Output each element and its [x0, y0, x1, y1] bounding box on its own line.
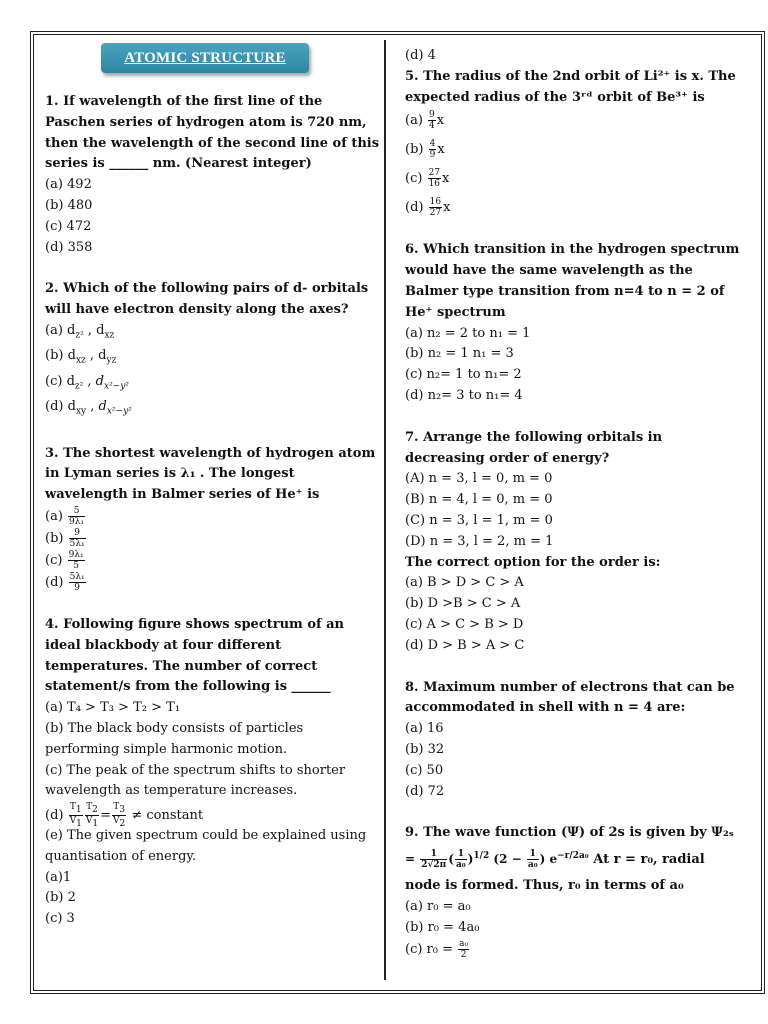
- q5-option-a: (a) $\frac{9}{4}$ x: [405, 110, 445, 132]
- q9-line: node is formed. Thus, r₀ in terms of a₀: [405, 878, 684, 894]
- q6-option-b: (b) n₂ = 1 n₁ = 3: [405, 346, 514, 362]
- q8-line: 8. Maximum number of electrons that can be: [405, 679, 735, 695]
- q5-option-b: (b) $\frac{4}{9}$ x: [405, 139, 445, 161]
- q4-line: ideal blackbody at four different: [45, 637, 282, 653]
- q4-statement-e-cont: quantisation of energy.: [45, 848, 197, 864]
- q1-line: 1. If wavelength of the first line of the: [45, 94, 323, 109]
- q9-option-b: (b) r₀ = 4a₀: [405, 919, 480, 935]
- question-6: [405, 240, 755, 323]
- q4-answer-d: (d) 4: [405, 48, 436, 63]
- q2-option-a: (a) $d_{z^2}$ , $d_{xz}$: [45, 322, 115, 341]
- q8-option-d: (d) 72: [405, 783, 445, 799]
- q9-formula-line: = $\frac{1}{2√2\pi}$ ( $\frac{1}{\text{a₀}}$ )$^{1/2}$ (2 − $\frac{1}{\text{a₀}}$ ) $e^{-r/2a_0}$ At r = r₀, radial: [405, 849, 705, 871]
- q8-option-b: (b) 32: [405, 741, 445, 757]
- q1-option-b: (b) 480: [45, 197, 93, 213]
- q1-option-a: (a) 492: [45, 177, 92, 193]
- q5-option-d: (d) $\frac{16}{27}$ x: [405, 197, 451, 219]
- q2-line: will have electron density along the axes?: [45, 302, 349, 318]
- q4-line: 4. Following figure shows spectrum of an: [45, 616, 344, 632]
- right-column: [405, 46, 755, 960]
- q9-option-a: (a) r₀ = a₀: [405, 898, 471, 914]
- q6-option-d: (d) n₂= 3 to n₁= 4: [405, 387, 523, 403]
- q4-statement-c-cont: wavelength as temperature increases.: [45, 783, 298, 799]
- q8-option-c: (c) 50: [405, 762, 444, 778]
- q4-line: temperatures. The number of correct: [45, 658, 318, 674]
- q4-statement-a: (a) T₄ > T₃ > T₂ > T₁: [45, 700, 181, 716]
- q7-option-a: (a) B > D > C > A: [405, 575, 524, 591]
- page-title: ATOMIC STRUCTURE: [124, 49, 286, 66]
- q4-answer-b: (b) 2: [45, 890, 76, 906]
- q1-line: Paschen series of hydrogen atom is 720 nm,: [45, 114, 367, 130]
- q4-statement-b: (b) The black body consists of particles: [45, 720, 304, 736]
- q4-answer-c: (c) 3: [45, 911, 75, 927]
- q3-option-d: (d) $\frac{\text{5λ₁}}{9}$: [45, 571, 85, 593]
- q6-option-a: (a) n₂ = 2 to n₁ = 1: [405, 325, 531, 341]
- q6-line: He⁺ spectrum: [405, 304, 506, 320]
- q9-option-c: (c) r₀ = $\frac{\text{a₀}}{2}$: [405, 938, 469, 960]
- q6-line: 6. Which transition in the hydrogen spectrum: [405, 242, 740, 258]
- left-column: [45, 92, 380, 930]
- q7-line: decreasing order of energy?: [405, 450, 610, 466]
- q1-option-d: (d) 358: [45, 239, 93, 255]
- q3-line: wavelength in Balmer series of He⁺ is: [45, 487, 320, 503]
- q7-item-b: (B) n = 4, l = 0, m = 0: [405, 492, 553, 508]
- question-2: [45, 279, 375, 321]
- q7-option-b: (b) D >B > C > A: [405, 596, 521, 612]
- q4-answer-a: (a)1: [45, 869, 72, 885]
- question-7: [405, 428, 755, 470]
- question-4: [45, 615, 375, 698]
- q2-option-b: (b) $d_{xz}$ , $d_{yz}$: [45, 348, 117, 366]
- q4-line: statement/s from the following is ______: [45, 679, 331, 695]
- q3-line: 3. The shortest wavelength of hydrogen atom: [45, 445, 376, 461]
- q2-option-c: (c) $d_{z^2}$ , $d_{x^2-y^2}$: [45, 373, 129, 392]
- q5-option-c: (c) $\frac{27}{16}$ x: [405, 168, 450, 190]
- q2-line: 2. Which of the following pairs of d- orbitals: [45, 281, 369, 297]
- q4-statement-e: (e) The given spectrum could be explained using: [45, 828, 367, 844]
- q8-option-a: (a) 16: [405, 721, 444, 737]
- q4-statement-d: (d) $\frac{T_1}{V_1}$ $\frac{T_2}{V_1}$ = $\frac{T_3}{V_2}$ ≠ constant: [45, 802, 204, 829]
- q3-option-c: (c) $\frac{\text{9λ₁}}{5}$: [45, 549, 84, 571]
- q4-statement-c: (c) The peak of the spectrum shifts to shorter: [45, 762, 346, 778]
- q7-prompt: The correct option for the order is:: [405, 554, 661, 570]
- title-banner: [101, 43, 309, 73]
- q7-item-d: (D) n = 3, l = 2, m = 1: [405, 533, 554, 549]
- q7-option-c: (c) A > C > B > D: [405, 616, 524, 632]
- question-5: [405, 67, 755, 109]
- q1-option-c: (c) 472: [45, 218, 92, 234]
- q5-line: 5. The radius of the 2nd orbit of Li²⁺ is x. The: [405, 68, 736, 84]
- q3-line: in Lyman series is λ₁ . The longest: [45, 466, 295, 482]
- q7-line: 7. Arrange the following orbitals in: [405, 429, 663, 445]
- q6-option-c: (c) n₂= 1 to n₁= 2: [405, 367, 522, 383]
- q1-line: series is ______ nm. (Nearest integer): [45, 156, 312, 172]
- question-9: 9. The wave function (Ψ) of 2s is given by Ψ₂ₛ: [405, 825, 734, 841]
- q7-item-c: (C) n = 3, l = 1, m = 0: [405, 512, 553, 528]
- q5-line: expected radius of the 3ʳᵈ orbit of Be³⁺ is: [405, 89, 705, 105]
- q6-line: would have the same wavelength as the: [405, 263, 693, 279]
- question-1: [45, 92, 380, 175]
- q3-option-b: (b) $\frac{9}{\text{5λ₁}}$: [45, 527, 85, 549]
- question-8: [405, 678, 755, 720]
- q6-line: Balmer type transition from n=4 to n = 2 of: [405, 283, 725, 299]
- q2-option-d: (d) $d_{xy}$ , $d_{x^2-y^2}$: [45, 399, 132, 417]
- q3-option-a: (a) $\frac{5}{\text{9λ₁}}$: [45, 505, 85, 527]
- question-3: [45, 444, 375, 506]
- q7-item-a: (A) n = 3, l = 0, m = 0: [405, 471, 553, 487]
- q7-option-d: (d) D > B > A > C: [405, 637, 525, 653]
- q1-line: then the wavelength of the second line of this: [45, 135, 380, 151]
- q8-line: accommodated in shell with n = 4 are:: [405, 700, 686, 716]
- q4-statement-b-cont: performing simple harmonic motion.: [45, 741, 288, 757]
- column-divider: [384, 40, 386, 980]
